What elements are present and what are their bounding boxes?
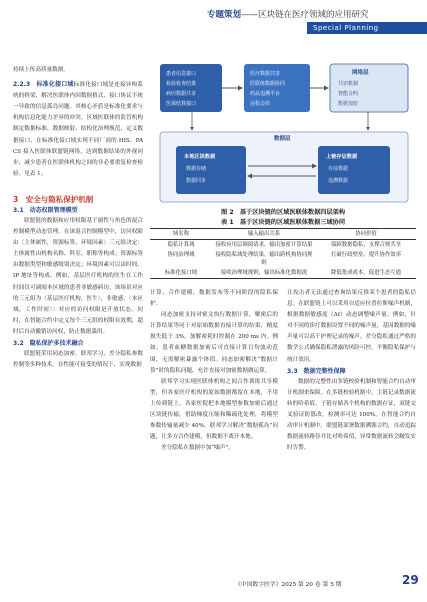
box-tm-item-0: 医疗数据共享 bbox=[250, 71, 281, 77]
table-three-domains bbox=[150, 228, 416, 279]
heading-section-3: 3 安全与隐私保护机制 bbox=[13, 194, 94, 204]
heading-3-3: 3.3 数据完整性保障 bbox=[287, 367, 346, 375]
header-section: 专题策划 bbox=[207, 10, 242, 20]
box-tl-item-1: 检验检查结果 bbox=[166, 81, 197, 87]
heading-3-1: 3.1 动态权限管理模型 bbox=[13, 206, 78, 214]
box-tr-title: 网络层 bbox=[352, 70, 369, 76]
table-header-cell: 协同价值 bbox=[316, 229, 416, 240]
journal-footer: 《中国数字医学》2025 第 20 卷 第 5 期 bbox=[235, 582, 342, 588]
table-header-cell: 域名称 bbox=[150, 229, 212, 240]
table-cell: 协同治理域 bbox=[167, 252, 195, 258]
left-column bbox=[13, 65, 143, 570]
table-cell: 保障数据隐私，支撑合规共享 bbox=[330, 242, 402, 248]
box-br-item-1: 追溯数据 bbox=[328, 178, 349, 184]
box-bl-title: 本地区块数据 bbox=[184, 154, 216, 160]
table-cell: 打破行政壁垒，提升协作效率 bbox=[330, 252, 402, 258]
table-cell: 标准化接口域 bbox=[150, 268, 212, 279]
table-cell: 接收治理域规则，输出标准化数据流 bbox=[212, 268, 316, 279]
special-planning-banner: Special Planning bbox=[307, 22, 427, 34]
mid-paragraph-1: 计算、合作建模、数据发布等不同阶段的隐私保护。 bbox=[150, 290, 278, 308]
table-cell: 隐私计算域 bbox=[167, 242, 195, 248]
table-header-cell: 输入输出关系 bbox=[212, 229, 316, 240]
middle-column bbox=[150, 288, 278, 572]
box-br-title: 上链存证数据 bbox=[326, 154, 358, 160]
box-tl-item-2: 病历数据共享 bbox=[166, 91, 197, 97]
box-tl-item-0: 患者信息接口 bbox=[166, 71, 197, 77]
left-paragraph-1: 标准化接口域是连接异构系统的桥梁，解决医联体内因数据格式、接口协议不统一导致的信息孤岛问题。其核心矛盾是标准化要求与机构信息化能力差异的冲突。区域医联体的监管机构制定数据标准、数据映射、结构化治理规范、定义数据接口，在标准化接口域实现不同厂商的 HIS、PACS 接入医联体联盟链网络，达到数据结果的外视同步，减少患者在医联体机构之间的非必要重复检查检验。见表 1。 bbox=[13, 82, 143, 177]
left-paragraph-2: 联盟链的数据和应用权限基于属性与角色的混合控制模型动态管理。在该混合控制模型中，访问权限由〈主体属性，资源标签，环境因素〉三元组决定：主体属性由机构名称、科室、职称等构成；资源标签由数据类型和敏感级别决定；环境因素可以由时间、IP 地址等构成。例如，基层医疗机构的医生在工作时间仅可调阅本区域的患者非敏感病历。该场景对应的三元组为〈基层医疗机构，医生〉，非敏感，〈本区域，工作时间〉〉对应的访问权限是开放状态。同时，在智能合约中定义每个三元组的权限有效期，超时后自动撤销访问权，防止数据滥用。 bbox=[13, 217, 143, 335]
box-tr-item-0: 共识机制 bbox=[338, 81, 359, 87]
right-paragraph-1: 让攻击者无法通过查询结果反推某个患者的隐私信息。在联盟链上可以采用自适应拉普拉斯噪声机制，根据数据敏感度（Δf）动态调整噪声量。例如，针对不同的诊疗数据设置不同的噪声量，基因数据的噪声量可以高于护理记录的噪声。差分隐私通过严格的数学公式确保隐私泄露的风险可控，平衡隐私保护与统计效用。 bbox=[287, 290, 416, 363]
box-bl-item-1: 数据同步 bbox=[186, 178, 207, 184]
left-paragraph-0: 持续上传高质量数据。 bbox=[13, 67, 69, 73]
heading-2-2-3: 2.2.3 标准化接口域 bbox=[13, 81, 74, 89]
box-tm-item-2: 药品追溯平台 bbox=[250, 91, 281, 97]
page-number: 29 bbox=[402, 573, 419, 587]
heading-3-2: 3.2 隐私保护多技术融合 bbox=[13, 339, 84, 347]
right-column bbox=[287, 288, 416, 572]
table-cell: 降低集成成本，促进生态互通 bbox=[316, 268, 416, 279]
architecture-figure bbox=[152, 60, 414, 205]
box-tm-item-3: 远程会诊 bbox=[250, 101, 271, 107]
box-tl-item-3: 医保结算接口 bbox=[166, 101, 197, 107]
right-paragraph-2: 数据的完整性由多链校验机制和智能合约自动审计机制来保障。在多链校验机制中，主链记录数据流转的哈希值，子链存储各个机构的数据存证，双链交叉验证防篡改，检测率可达 100%。在智能合约自动审计机制中，联盟链部署数据溯源合约，自动追踪数据流转路径并比对哈希值，异常数据流转会触发实时告警。 bbox=[287, 378, 416, 452]
mid-paragraph-4: 差分隐私在数据中加“噪声”， bbox=[161, 445, 234, 452]
mid-paragraph-2: 同态加密支持对密文执行数据计算，解密后的计算结果等同于对原始数据直接计算的结果，精度损失低于 3%，加解密耗时控制在 200 ms 内。例如，患者血糖数据加密后可直接计算日均波动范围，无需解密暴露个体值。同态加密解决“数据计算”时的隐私问题，允许直接对加密数据做运算。 bbox=[150, 312, 278, 374]
table-header-row bbox=[150, 229, 416, 240]
table-cell: 接收应用层调阅请求，输出加密计算结果 bbox=[215, 242, 313, 248]
box-tr-item-2: 数据加密 bbox=[338, 101, 359, 107]
figure-caption: 图 2 基于区块链的区域医联体数据四层架构 bbox=[220, 209, 346, 216]
box-bl-item-0: 数据存储 bbox=[186, 166, 207, 172]
mid-paragraph-3: 联邦学习实现医联体机构之间合作训练共享模型，但各家医疗机构的原始数据都留在本地，不用上传到链上。各家医院把本地模型参数加密后通过区块链传输，借助梯度压缩和稀疏化处理，将模型参数传输量减少 40%。联邦学习解决“数据孤岛”问题，让多方合作建模，但数据不离开本地。 bbox=[150, 378, 278, 441]
header-topic: 区块链在医疗领域的应用研究 bbox=[258, 10, 369, 20]
box-tm-item-1: 医联体数据协同 bbox=[250, 81, 286, 87]
data-layer-title: 数据层 bbox=[274, 136, 291, 142]
running-header bbox=[207, 8, 369, 20]
table-cell: 接收隐私域处理结果，输出跨机构协同规则 bbox=[215, 252, 313, 266]
left-paragraph-3: 联盟链采用同态加密、联邦学习、差分隐私参数控制等多种技术，在性能可接受的情况下，实现数据 bbox=[13, 350, 143, 369]
table-caption: 表 1 基于区块链的区域医联体数据三域协同 bbox=[220, 219, 346, 226]
table-row bbox=[150, 268, 416, 279]
box-tr-item-1: 智能合约 bbox=[338, 91, 359, 97]
header-dash: —— bbox=[241, 10, 259, 20]
box-br-item-0: 存证数据 bbox=[328, 166, 349, 172]
table-row bbox=[150, 250, 416, 268]
table-row bbox=[150, 240, 416, 251]
